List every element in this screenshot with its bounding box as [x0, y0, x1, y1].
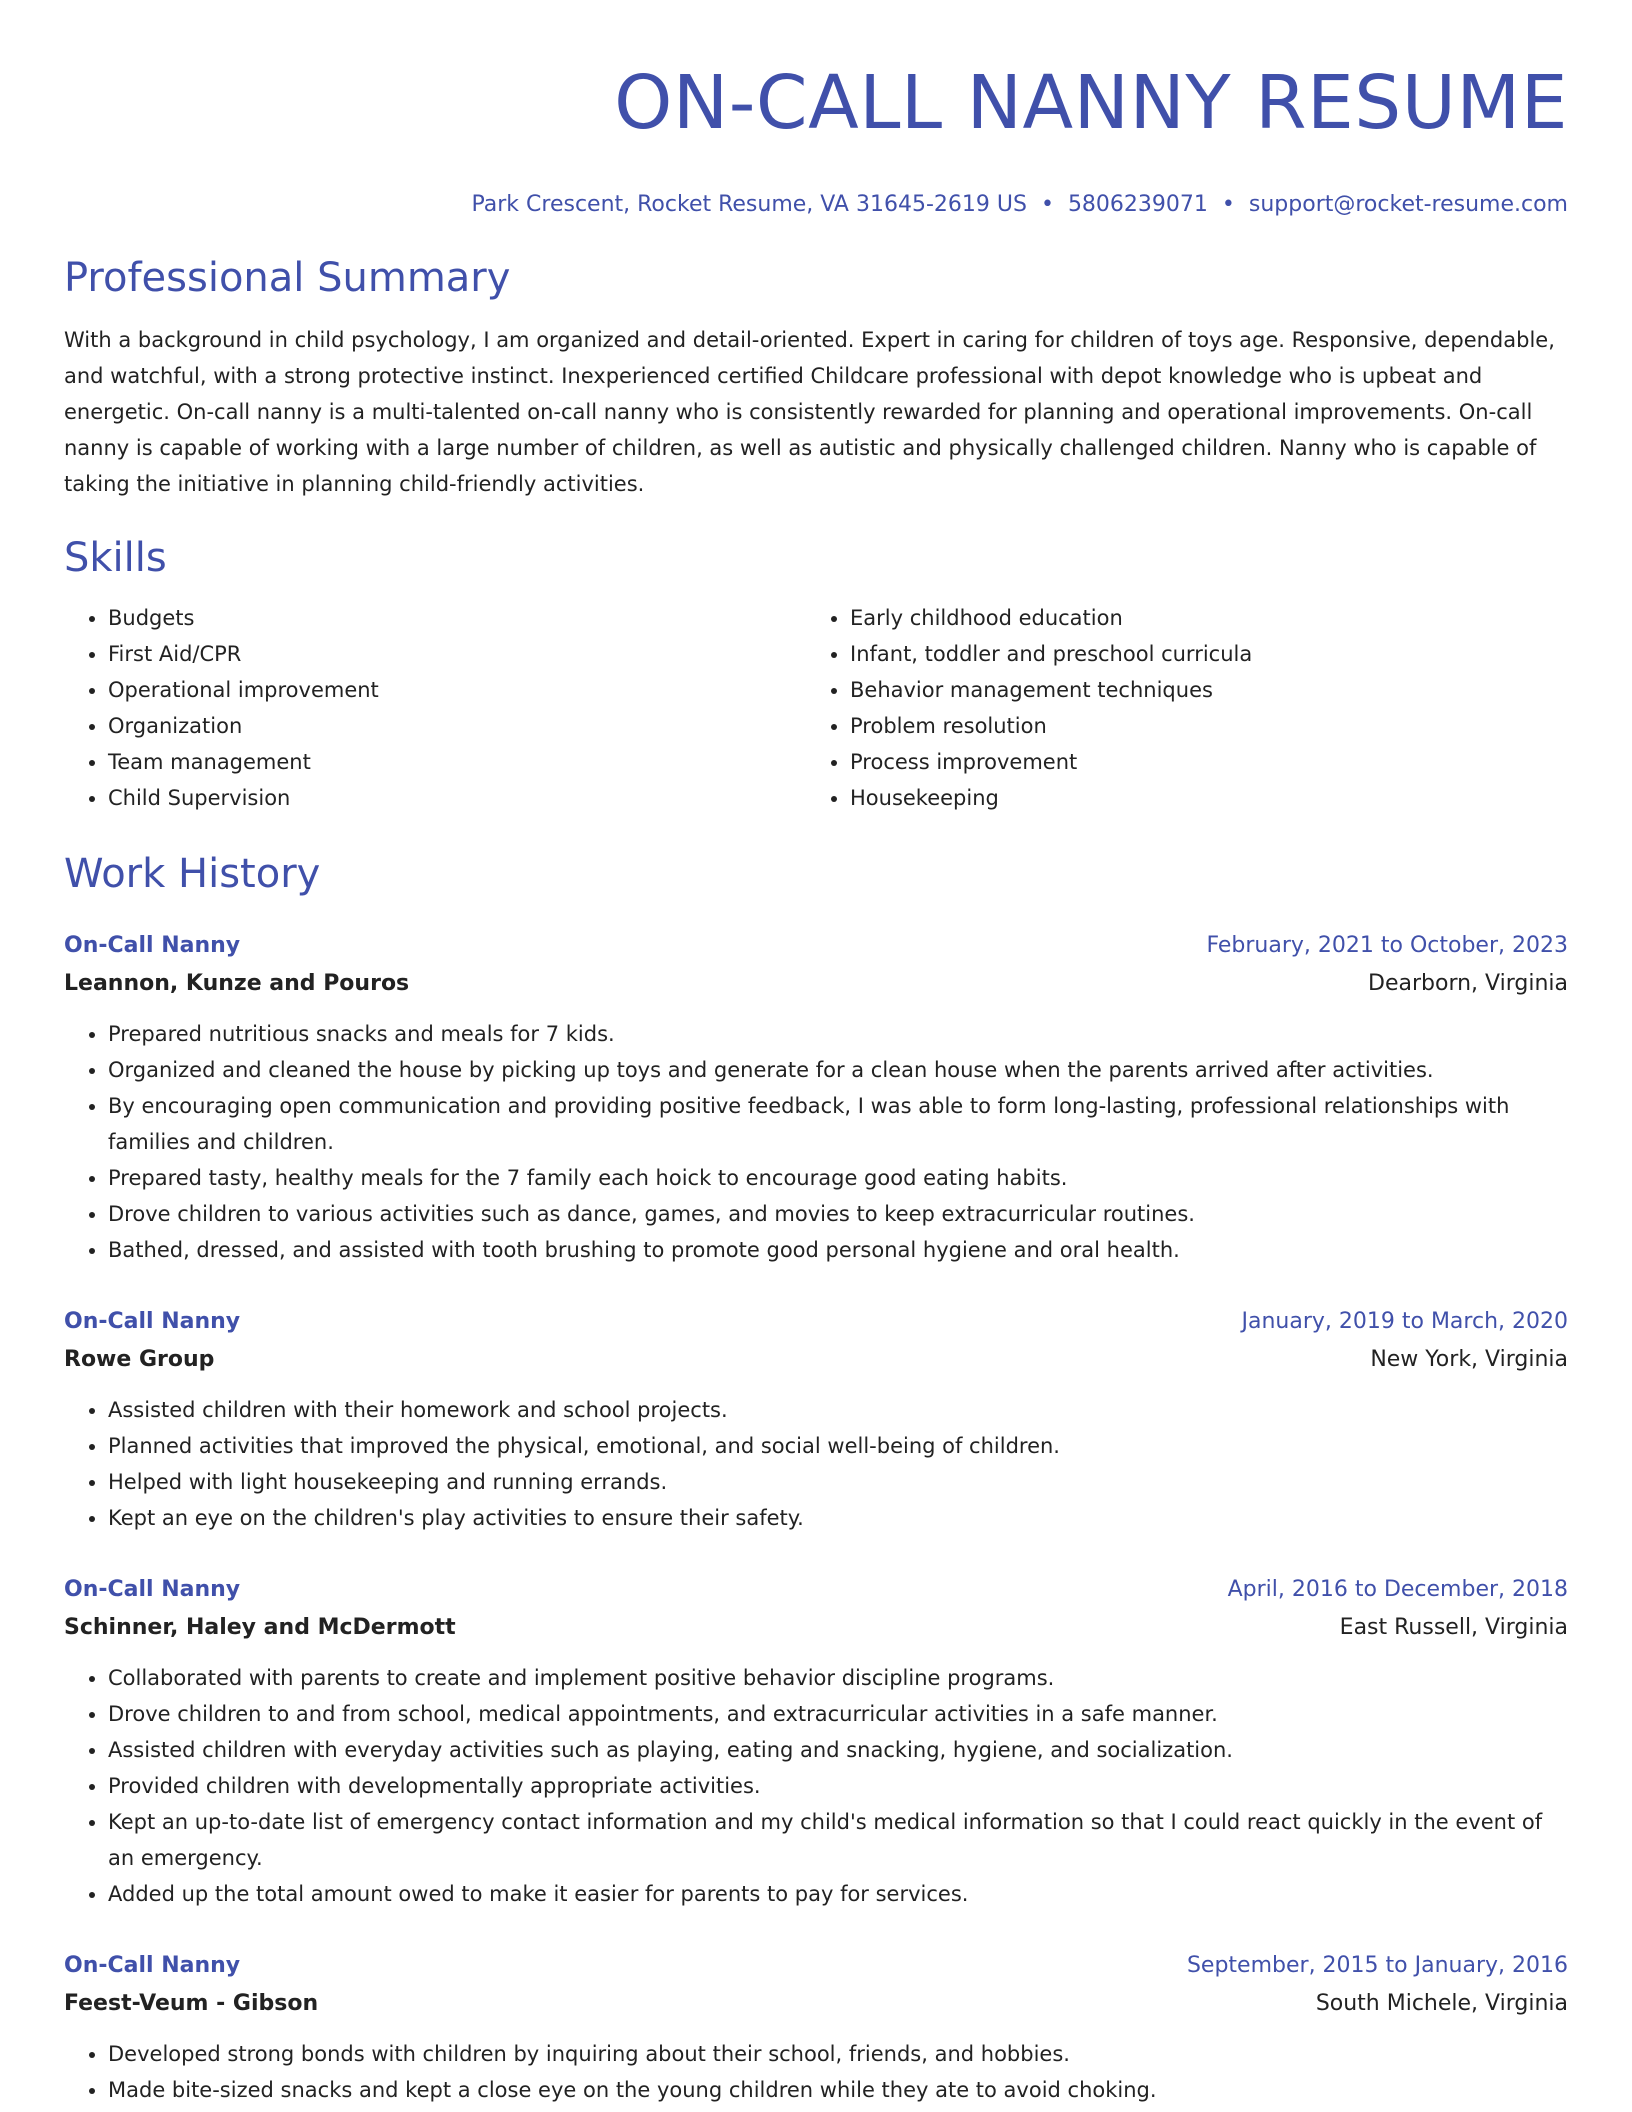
contact-separator: •: [1221, 192, 1235, 217]
job-company: Schinner, Haley and McDermott: [64, 1615, 456, 1640]
job-duty: • By encouraging open communication and providing positive feedback, I was able to form long-lasting, professional relationships with families and children.: [108, 1088, 1568, 1160]
job-company: Rowe Group: [64, 1347, 215, 1372]
job-duty: • Drove children to various activities such as dance, games, and movies to keep extracurricular routines.: [108, 1196, 1568, 1232]
job-duty: • Provided children with developmentally appropriate activities.: [108, 1768, 1568, 1804]
job-duty: • Collaborated with parents to create and implement positive behavior discipline programs.: [108, 1660, 1568, 1696]
job-location: Dearborn, Virginia: [1368, 971, 1568, 996]
job-location: East Russell, Virginia: [1339, 1615, 1568, 1640]
skill-item: • Team management: [108, 744, 806, 780]
job-duty: • Added up the total amount owed to make it easier for parents to pay for services.: [108, 1876, 1568, 1912]
job-entry: [64, 1948, 1568, 2108]
resume-header: [64, 48, 1568, 220]
contact-address: Park Crescent, Rocket Resume, VA 31645-2619 US: [471, 192, 1027, 217]
job-dates: February, 2021 to October, 2023: [1206, 933, 1568, 958]
contact-line: [64, 190, 1568, 220]
job-duty: • Bathed, dressed, and assisted with tooth brushing to promote good personal hygiene and oral health.: [108, 1232, 1568, 1268]
job-duty: • Assisted children with their homework and school projects.: [108, 1392, 1568, 1428]
skills-list-right: [806, 600, 1548, 816]
skill-item: • Budgets: [108, 600, 806, 636]
skills-grid: [64, 600, 1568, 816]
skills-list-left: [64, 600, 806, 816]
job-title-row: [64, 928, 1568, 964]
contact-email: support@rocket-resume.com: [1248, 192, 1568, 217]
job-duty: • Made bite-sized snacks and kept a close eye on the young children while they ate to avoid choking.: [108, 2072, 1568, 2108]
job-duty: • Assisted children with everyday activities such as playing, eating and snacking, hygiene, and socialization.: [108, 1732, 1568, 1768]
job-duty: • Drove children to and from school, medical appointments, and extracurricular activities in a safe manner.: [108, 1696, 1568, 1732]
job-duty: • Planned activities that improved the physical, emotional, and social well-being of children.: [108, 1428, 1568, 1464]
job-company-row: [64, 964, 1568, 1004]
skill-item: • Early childhood education: [850, 600, 1548, 636]
job-duty: • Kept an up-to-date list of emergency contact information and my child's medical information so that I could react quickly in the event of an emergency.: [108, 1804, 1568, 1876]
job-duties-list: [64, 1392, 1568, 1536]
job-duties-list: [64, 2036, 1568, 2108]
work-history-heading: Work History: [64, 851, 321, 897]
job-title: On-Call Nanny: [64, 1577, 241, 1602]
skill-item: • Housekeeping: [850, 780, 1548, 816]
job-duties-list: [64, 1016, 1568, 1268]
work-history-section: [64, 846, 1568, 2108]
contact-phone: 5806239071: [1067, 192, 1208, 217]
job-entry: [64, 928, 1568, 1268]
job-dates: September, 2015 to January, 2016: [1186, 1953, 1568, 1978]
job-title: On-Call Nanny: [64, 933, 241, 958]
job-dates: April, 2016 to December, 2018: [1227, 1577, 1568, 1602]
job-title: On-Call Nanny: [64, 1309, 241, 1334]
job-company-row: [64, 1984, 1568, 2024]
job-duties-list: [64, 1660, 1568, 1912]
skill-item: • Process improvement: [850, 744, 1548, 780]
job-company: Feest-Veum - Gibson: [64, 1991, 319, 2016]
job-entry: [64, 1304, 1568, 1536]
skill-item: • First Aid/CPR: [108, 636, 806, 672]
job-duty: • Developed strong bonds with children by inquiring about their school, friends, and hobbies.: [108, 2036, 1568, 2072]
job-title-row: [64, 1572, 1568, 1608]
job-location: South Michele, Virginia: [1315, 1991, 1568, 2016]
skill-item: • Infant, toddler and preschool curricula: [850, 636, 1548, 672]
job-dates: January, 2019 to March, 2020: [1241, 1309, 1568, 1334]
job-company: Leannon, Kunze and Pouros: [64, 971, 410, 996]
skill-item: • Child Supervision: [108, 780, 806, 816]
summary-heading: Professional Summary: [64, 255, 511, 301]
skill-item: • Behavior management techniques: [850, 672, 1548, 708]
professional-summary-section: [64, 250, 1568, 502]
job-duty: • Organized and cleaned the house by picking up toys and generate for a clean house when the parents arrived after activities.: [108, 1052, 1568, 1088]
job-company-row: [64, 1340, 1568, 1380]
summary-text: With a background in child psychology, I am organized and detail-oriented. Expert in caring for children of toys age. Responsive, dependable, and watchful, with a strong protective instinct. Inexperienced certified Childcare professional with depot knowledge who is upbeat and energetic. On-call nanny is a multi-talented on-call nanny who is consistently rewarded for planning and operational improvements. On-call nanny is capable of working with a large number of children, as well as autistic and physically challenged children. Nanny who is capable of taking the initiative in planning child-friendly activities.: [64, 328, 1555, 496]
job-entry: [64, 1572, 1568, 1912]
skill-item: • Operational improvement: [108, 672, 806, 708]
skill-item: • Organization: [108, 708, 806, 744]
job-duty: • Helped with light housekeeping and running errands.: [108, 1464, 1568, 1500]
skill-item: • Problem resolution: [850, 708, 1548, 744]
skills-section: [64, 530, 1568, 816]
contact-separator: •: [1040, 192, 1054, 217]
job-duty: • Prepared tasty, healthy meals for the 7 family each hoick to encourage good eating habits.: [108, 1160, 1568, 1196]
job-title-row: [64, 1304, 1568, 1340]
skills-heading: Skills: [64, 535, 167, 581]
job-company-row: [64, 1608, 1568, 1648]
job-duty: • Kept an eye on the children's play activities to ensure their safety.: [108, 1500, 1568, 1536]
job-title: On-Call Nanny: [64, 1953, 241, 1978]
resume-title: ON-CALL NANNY RESUME: [614, 60, 1568, 146]
job-duty: • Prepared nutritious snacks and meals for 7 kids.: [108, 1016, 1568, 1052]
job-location: New York, Virginia: [1370, 1347, 1568, 1372]
job-title-row: [64, 1948, 1568, 1984]
